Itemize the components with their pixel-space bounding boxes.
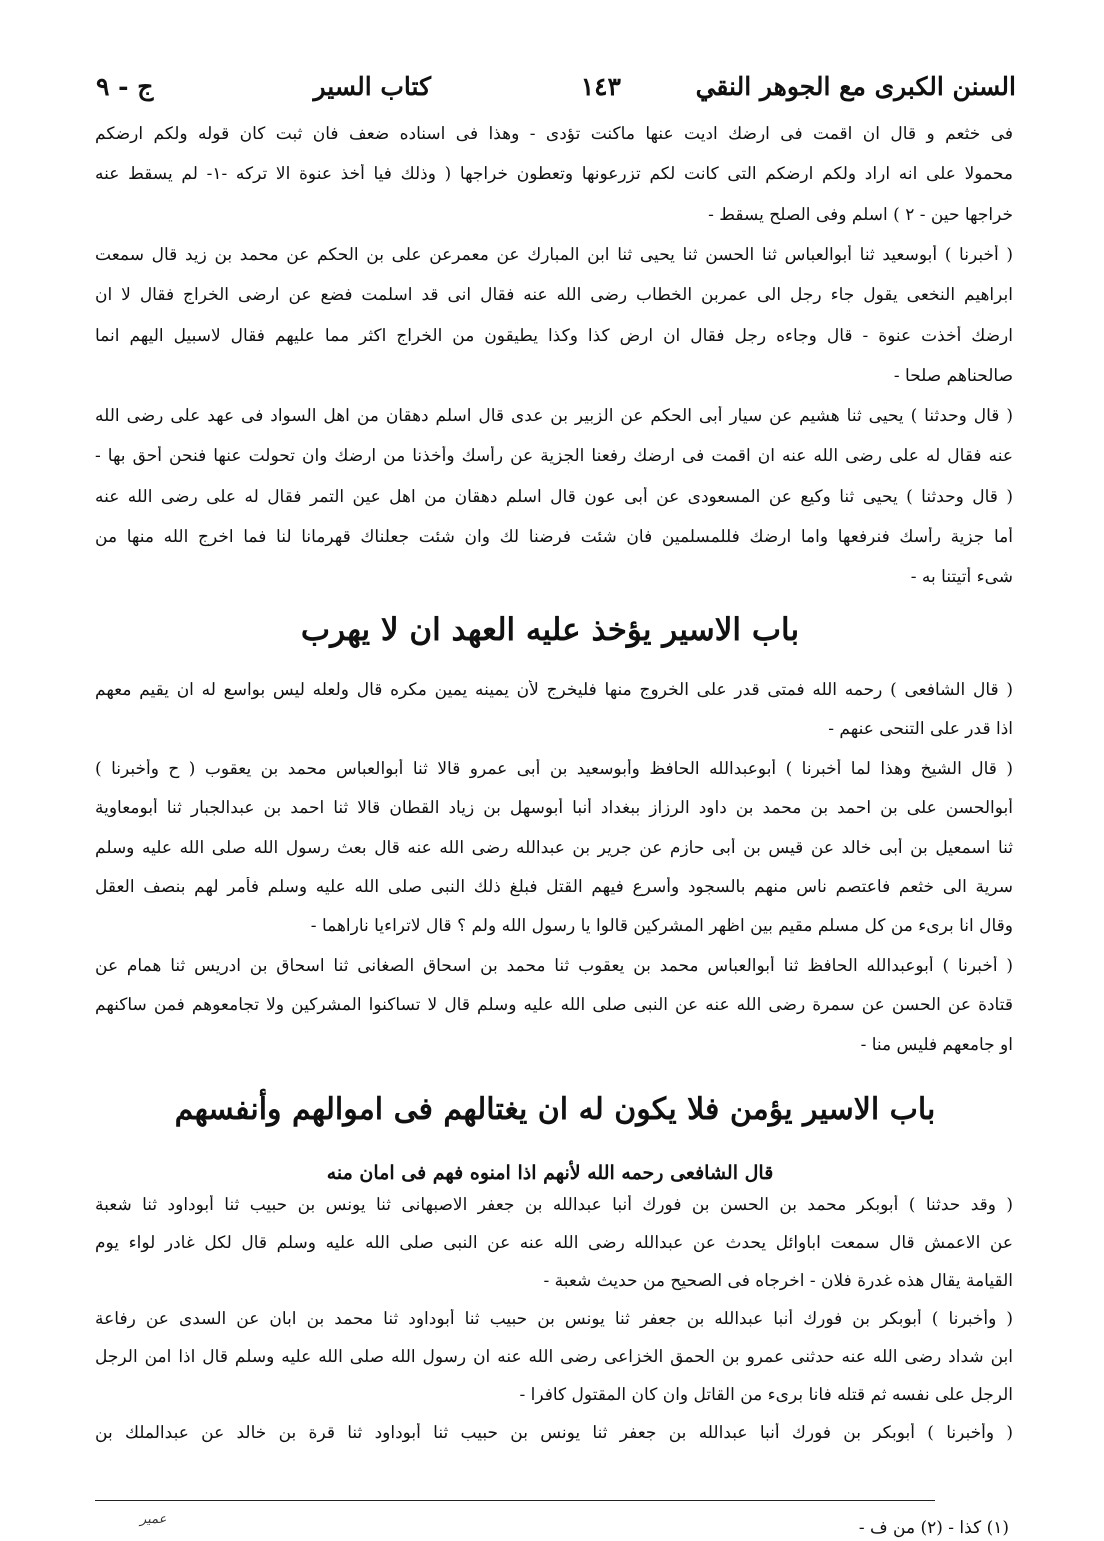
margin-note: عمير: [140, 1512, 167, 1527]
text-line: القيامة يقال هذه غدرة فلان - اخرجاه فى الصحيح من حديث شعبة -: [543, 1271, 1013, 1291]
page-header: [96, 72, 1016, 112]
text-line: سرية الى خثعم فاعتصم ناس منهم بالسجود وأسرع فيهم القتل فبلغ ذلك النبى صلى الله عليه وسلم فأمر لهم بنصف العقل: [95, 877, 1013, 897]
text-line: عن الاعمش قال سمعت اباوائل يحدث عن عبدالله رضى الله عنه عن النبى صلى الله عليه وسلم قال لكل غادر لواء يوم: [95, 1233, 1013, 1253]
page-number: ١٤٣: [580, 72, 621, 101]
header-volume: ج - ٩: [96, 72, 154, 101]
text-line: ارضك أخذت عنوة - قال وجاءه رجل فقال ان ارض كذا وكذا يطيقون من الخراج اكثر مما عليهم فقال لاسبيل اليهم انما: [95, 325, 1013, 346]
text-line: ( أخبرنا ) أبوعبدالله الحافظ ثنا أبوالعباس محمد بن يعقوب ثنا محمد بن اسحاق الصغانى ثنا اسحاق بن ادريس ثنا همام عن: [95, 955, 1013, 976]
text-line: ابراهيم النخعى يقول جاء رجل الى عمربن الخطاب رضى الله عنه فقال انى قد اسلمت فضع عن ارضى الخراج فقال لا ان: [95, 285, 1013, 306]
header-title: السنن الكبرى مع الجوهر النقي: [695, 72, 1016, 101]
text-line: خراجها حين - ٢ ) اسلم وفى الصلح يسقط -: [708, 204, 1013, 225]
text-line: محمولا على انه اراد ولكم ارضكم التى كانت لكم تزرعونها وتعطون خراجها ( وذلك فيا أخذ عنوة الا تركه -١- لم يسقط عنه: [95, 164, 1013, 185]
text-line: او جامعهم فليس منا -: [860, 1034, 1013, 1055]
text-line: ( أخبرنا ) أبوسعيد ثنا أبوالعباس ثنا الحسن ثنا يحيى ثنا ابن المبارك عن معمرعن على بن الحكم عن محمد بن زيد قال سمعت: [95, 244, 1013, 265]
text-line: ( وأخبرنا ) أبوبكر بن فورك أنبا عبدالله بن جعفر ثنا يونس بن حبيب ثنا أبوداود ثنا محمد بن ابان عن السدى عن رفاعة: [95, 1309, 1013, 1329]
text-line: صالحناهم صلحا -: [893, 365, 1013, 386]
text-line: قتادة عن الحسن عن سمرة رضى الله عنه عن النبى صلى الله عليه وسلم قال لا تساكنوا المشركين ولا تجامعوهم فمن ساكنهم: [95, 995, 1013, 1016]
text-line: الرجل على نفسه ثم قتله فانا برىء من القاتل وان كان المقتول كافرا -: [519, 1385, 1013, 1405]
text-line: ( قال وحدثنا ) يحيى ثنا هشيم عن سيار أبى الحكم عن الزبير بن عدى قال اسلم دهقان من اهل السواد فى عهد على رضى الله: [95, 406, 1013, 427]
text-line: شىء أتيتنا به -: [910, 567, 1013, 588]
header-book: كتاب السير: [313, 72, 431, 101]
text-line: ثنا اسمعيل بن أبى خالد عن قيس بن أبى حازم عن جرير بن عبدالله رضى الله عنه قال بعث رسول الله صلى الله عليه وسلم: [95, 837, 1013, 858]
text-line: أما جزية رأسك فنرفعها واما ارضك فللمسلمين فان شئت فرضنا لك وان شئت جعلناك قهرمانا لنا فما اخرج الله منها من: [95, 527, 1013, 547]
footnote: (١) كذا - (٢) من ف -: [858, 1518, 1009, 1538]
text-line: ( قال وحدثنا ) يحيى ثنا وكيع عن المسعودى عن أبى عون قال اسلم دهقان من اهل عين التمر فقال له على رضى الله عنه: [95, 486, 1013, 507]
text-line: وقال انا برىء من كل مسلم مقيم بين اظهر المشركين قالوا يا رسول الله ولم ؟ قال لاتراءيا ناراهما -: [310, 916, 1013, 937]
text-line: ( قال الشيخ وهذا لما أخبرنا ) أبوعبدالله الحافظ وأبوسعيد بن أبى عمرو قالا ثنا أبوالعباس محمد بن يعقوب ( ح وأخبرنا ): [95, 758, 1013, 779]
text-line: ( وقد حدثنا ) أبوبكر محمد بن الحسن بن فورك أنبا عبدالله بن جعفر الاصبهانى ثنا يونس بن حبيب ثنا أبوداود ثنا شعبة: [95, 1195, 1013, 1215]
text-line: اذا قدر على التنحى عنهم -: [828, 719, 1013, 740]
text-line: ( وأخبرنا ) أبوبكر بن فورك أنبا عبدالله بن جعفر ثنا يونس بن حبيب ثنا أبوداود ثنا قرة بن خالد عن عبدالملك بن: [95, 1423, 1013, 1443]
text-line: فى خثعم و قال ان اقمت فى ارضك اديت عنها ماكنت تؤدى - وهذا فى اسناده ضعف فان ثبت كان قوله ولكم ارضكم: [95, 124, 1013, 144]
text-line: أبوالحسن على بن احمد بن محمد بن داود الرزاز ببغداد أنبا أبوسهل بن زياد القطان قالا ثنا احمد بن عبدالجبار ثنا أبومعاوية: [95, 798, 1013, 819]
chapter-heading-2: باب الاسير يؤمن فلا يكون له ان يغتالهم فى اموالهم وأنفسهم: [174, 1092, 936, 1127]
footnote-divider: [95, 1500, 935, 1501]
text-line: ابن شداد رضى الله عنه حدثنى عمرو بن الحمق الخزاعى رضى الله عنه ان رسول الله صلى الله عليه وسلم قال اذا امن الرجل: [95, 1347, 1013, 1367]
text-line: عنه فقال له على رضى الله عنه ان اقمت فى ارضك رفعنا الجزية عن رأسك وأخذنا من ارضك وان تحولت عنها فنحن أحق بها -: [95, 446, 1013, 467]
chapter-heading-1: باب الاسير يؤخذ عليه العهد ان لا يهرب: [300, 612, 800, 648]
subheading: قال الشافعى رحمه الله لأنهم اذا امنوه فهم فى امان منه: [326, 1162, 774, 1184]
text-line: ( قال الشافعى ) رحمه الله فمتى قدر على الخروج منها فليخرج لأن يمينه يمين مكره قال ولعله ليس بواسع له ان يقيم معهم: [95, 680, 1013, 700]
